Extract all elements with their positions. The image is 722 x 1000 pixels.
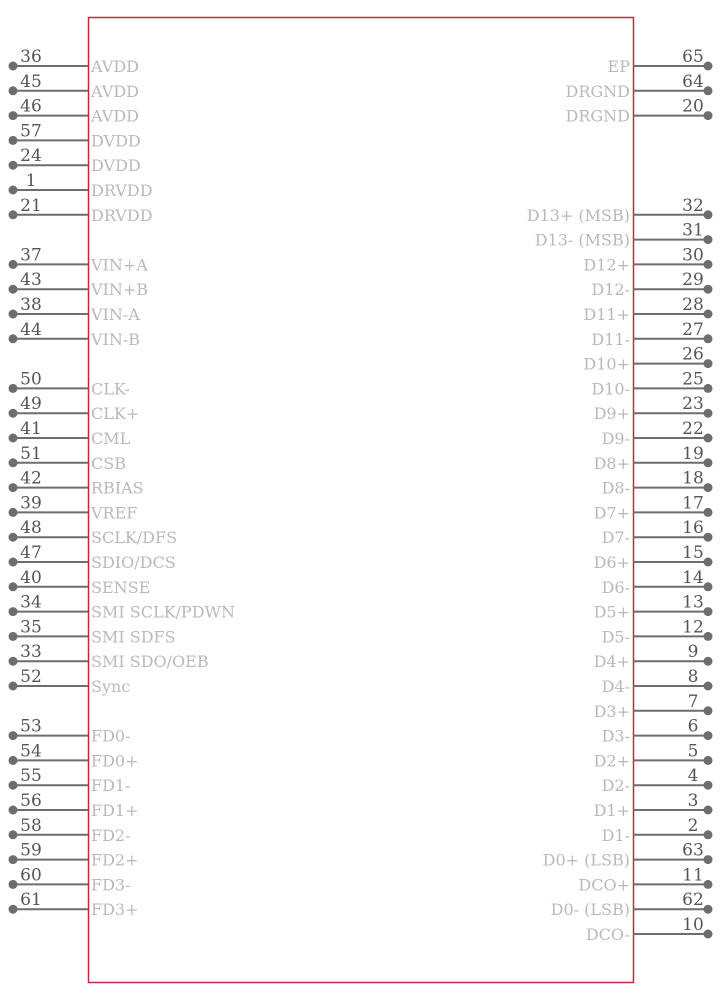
pin-name-label: D9+ xyxy=(593,404,630,424)
pin-name-label: DVDD xyxy=(91,131,141,151)
pin-end-dot xyxy=(704,260,713,269)
pin-number: 41 xyxy=(20,419,42,439)
pin-number: 53 xyxy=(20,716,42,737)
pin-number: 36 xyxy=(20,47,42,67)
pin-number: 51 xyxy=(20,443,42,464)
pin-name-label: DRGND xyxy=(565,81,630,101)
pin-end-dot xyxy=(9,186,18,195)
pin-number: 44 xyxy=(20,319,42,340)
pin-end-dot xyxy=(704,458,713,467)
pin-name-label: D6+ xyxy=(593,553,630,572)
pin-name-label: D6- xyxy=(601,577,630,597)
pin-name-label: D10+ xyxy=(583,354,630,374)
pin-end-dot xyxy=(704,62,713,71)
pin-name-label: AVDD xyxy=(91,57,139,76)
pin-name-label: D4- xyxy=(601,677,630,696)
pin-end-dot xyxy=(704,806,713,815)
pin-end-dot xyxy=(9,558,18,567)
pin-end-dot xyxy=(9,533,18,542)
pin-number: 1 xyxy=(25,171,37,191)
pin-number: 25 xyxy=(682,369,704,390)
pin-end-dot xyxy=(9,508,18,517)
pin-number: 28 xyxy=(682,295,704,315)
pin-end-dot xyxy=(704,855,713,864)
pin-number: 63 xyxy=(682,840,704,861)
pin-number: 50 xyxy=(20,369,42,390)
pin-end-dot xyxy=(9,86,18,95)
pin-end-dot xyxy=(9,310,18,319)
pin-number: 19 xyxy=(682,443,704,464)
right-pin-10 xyxy=(586,915,713,944)
left-pin-group xyxy=(9,47,235,919)
pin-name-label: VIN+A xyxy=(91,255,148,275)
pin-end-dot xyxy=(704,905,713,914)
pin-number: 40 xyxy=(20,567,42,588)
pin-end-dot xyxy=(9,905,18,914)
pin-name-label: DRGND xyxy=(565,106,630,126)
pin-number: 39 xyxy=(20,493,42,514)
pin-number: 64 xyxy=(682,71,704,92)
pin-name-label: D8- xyxy=(601,478,630,498)
pin-name-label: DRVDD xyxy=(91,205,153,225)
pin-name-label: D4+ xyxy=(593,652,630,672)
pin-end-dot xyxy=(9,781,18,790)
left-pin-21 xyxy=(9,196,153,225)
pin-number: 32 xyxy=(682,195,704,216)
pin-end-dot xyxy=(704,657,713,666)
pin-name-label: FD1- xyxy=(91,776,131,796)
pin-name-label: EP xyxy=(607,57,630,76)
pin-end-dot xyxy=(9,682,18,691)
pin-number: 26 xyxy=(682,344,704,365)
pin-number: 22 xyxy=(682,419,704,439)
pin-number: 30 xyxy=(682,245,704,266)
pin-name-label: VIN+B xyxy=(91,280,149,300)
pin-end-dot xyxy=(704,607,713,616)
pin-number: 45 xyxy=(20,71,42,92)
pin-number: 31 xyxy=(682,220,704,241)
pin-end-dot xyxy=(9,210,18,219)
pin-number: 3 xyxy=(687,791,699,811)
pin-number: 52 xyxy=(20,667,42,687)
pin-number: 33 xyxy=(20,642,42,663)
pin-name-label: VIN-A xyxy=(91,305,140,324)
pin-name-label: FD3+ xyxy=(91,900,139,920)
pin-end-dot xyxy=(704,210,713,219)
pin-end-dot xyxy=(9,458,18,467)
right-pin-20 xyxy=(566,97,713,126)
pin-end-dot xyxy=(9,830,18,839)
pin-number: 13 xyxy=(682,592,704,613)
pin-number: 47 xyxy=(20,543,42,563)
pin-end-dot xyxy=(9,285,18,294)
pin-number: 10 xyxy=(682,915,704,935)
pin-end-dot xyxy=(9,62,18,71)
pin-name-label: SENSE xyxy=(91,577,151,597)
pin-name-label: FD0- xyxy=(91,726,131,746)
pin-name-label: SCLK/DFS xyxy=(91,528,178,548)
pin-end-dot xyxy=(9,483,18,492)
pin-number: 21 xyxy=(20,195,42,216)
pin-end-dot xyxy=(704,880,713,889)
pin-number: 11 xyxy=(682,865,704,886)
pin-number: 6 xyxy=(687,716,699,737)
pin-name-label: D5- xyxy=(601,627,630,647)
pin-number: 9 xyxy=(687,642,699,663)
pin-end-dot xyxy=(9,161,18,170)
pin-number: 43 xyxy=(20,270,42,291)
pin-number: 60 xyxy=(20,865,42,886)
pin-name-label: D3- xyxy=(601,726,630,746)
pin-end-dot xyxy=(9,880,18,889)
pin-name-label: D2- xyxy=(601,776,630,796)
pin-end-dot xyxy=(704,682,713,691)
pin-name-label: D11+ xyxy=(583,305,630,324)
pin-name-label: FD1+ xyxy=(91,801,139,820)
pin-number: 61 xyxy=(20,890,42,911)
pin-name-label: VREF xyxy=(91,503,138,523)
pin-number: 42 xyxy=(20,468,42,489)
pin-name-label: Sync xyxy=(91,677,131,696)
component-body xyxy=(89,18,634,983)
pin-number: 35 xyxy=(20,617,42,638)
pin-name-label: CML xyxy=(91,429,131,448)
pin-end-dot xyxy=(704,731,713,740)
pin-number: 27 xyxy=(682,319,704,340)
pin-number: 8 xyxy=(687,667,699,687)
pin-name-label: SMI SCLK/PDWN xyxy=(91,602,235,622)
pin-number: 65 xyxy=(682,47,704,67)
pin-name-label: FD2+ xyxy=(91,850,139,870)
pin-number: 34 xyxy=(20,592,42,613)
pin-name-label: D1- xyxy=(601,825,630,845)
pin-end-dot xyxy=(704,483,713,492)
pin-name-label: D7+ xyxy=(593,503,630,523)
pin-number: 37 xyxy=(20,245,42,266)
pin-end-dot xyxy=(704,235,713,244)
pin-end-dot xyxy=(704,111,713,120)
pin-name-label: DRVDD xyxy=(91,181,153,200)
pin-name-label: AVDD xyxy=(91,81,139,101)
pin-number: 7 xyxy=(687,691,699,712)
pin-number: 16 xyxy=(682,518,704,539)
pin-end-dot xyxy=(704,558,713,567)
pin-end-dot xyxy=(704,310,713,319)
pin-name-label: D11- xyxy=(591,329,630,349)
pin-name-label: RBIAS xyxy=(91,478,144,498)
pin-end-dot xyxy=(9,582,18,591)
pin-end-dot xyxy=(9,409,18,418)
pin-end-dot xyxy=(704,582,713,591)
pin-number: 17 xyxy=(682,493,704,514)
pin-name-label: DCO- xyxy=(585,925,630,944)
pin-end-dot xyxy=(704,334,713,343)
pin-name-label: D12+ xyxy=(583,255,630,275)
pin-end-dot xyxy=(704,930,713,939)
pin-name-label: DCO+ xyxy=(578,875,630,895)
pin-end-dot xyxy=(9,334,18,343)
pin-number: 5 xyxy=(687,741,699,762)
pin-name-label: CSB xyxy=(91,453,126,473)
pin-end-dot xyxy=(704,285,713,294)
pin-name-label: CLK+ xyxy=(91,404,140,424)
pin-number: 48 xyxy=(20,518,42,539)
pin-number: 55 xyxy=(20,766,42,787)
pin-end-dot xyxy=(9,806,18,815)
pin-name-label: D0+ (LSB) xyxy=(542,850,630,870)
pin-name-label: D5+ xyxy=(593,602,630,622)
pin-end-dot xyxy=(9,260,18,269)
pin-end-dot xyxy=(704,781,713,790)
pin-name-label: FD3- xyxy=(91,875,131,895)
left-pin-44 xyxy=(9,320,141,349)
pin-name-label: SDIO/DCS xyxy=(91,553,176,572)
pin-end-dot xyxy=(9,731,18,740)
pin-name-label: D10- xyxy=(591,379,630,399)
pin-number: 57 xyxy=(20,121,42,142)
pin-end-dot xyxy=(704,86,713,95)
pin-end-dot xyxy=(9,136,18,145)
pin-number: 14 xyxy=(682,567,704,588)
pin-end-dot xyxy=(704,508,713,517)
pin-name-label: D3+ xyxy=(593,701,630,721)
pin-end-dot xyxy=(9,855,18,864)
pin-name-label: DVDD xyxy=(91,156,141,176)
pin-number: 24 xyxy=(20,146,42,167)
pin-name-label: FD2- xyxy=(91,825,131,845)
pin-end-dot xyxy=(704,756,713,765)
pin-end-dot xyxy=(704,706,713,715)
pin-number: 2 xyxy=(687,815,699,836)
pin-name-label: D12- xyxy=(591,280,630,300)
pin-name-label: AVDD xyxy=(91,106,139,126)
pin-name-label: SMI SDFS xyxy=(91,627,176,647)
pin-number: 54 xyxy=(20,741,42,762)
left-pin-52 xyxy=(9,667,131,696)
pin-end-dot xyxy=(704,830,713,839)
pin-number: 29 xyxy=(682,270,704,291)
pin-number: 12 xyxy=(682,617,704,638)
pin-name-label: FD0+ xyxy=(91,751,139,771)
pin-number: 62 xyxy=(682,890,704,911)
pin-end-dot xyxy=(9,632,18,641)
pin-end-dot xyxy=(9,607,18,616)
pin-end-dot xyxy=(9,384,18,393)
left-pin-61 xyxy=(9,890,139,919)
pin-end-dot xyxy=(9,756,18,765)
pin-number: 59 xyxy=(20,840,42,861)
pin-end-dot xyxy=(9,111,18,120)
pin-end-dot xyxy=(704,359,713,368)
pin-name-label: D2+ xyxy=(593,751,630,771)
pin-number: 15 xyxy=(682,543,704,563)
pin-end-dot xyxy=(704,533,713,542)
pin-end-dot xyxy=(9,657,18,666)
pin-end-dot xyxy=(704,632,713,641)
pin-name-label: CLK- xyxy=(91,379,131,399)
pin-end-dot xyxy=(704,409,713,418)
pin-name-label: D1+ xyxy=(593,801,630,820)
pin-number: 20 xyxy=(682,96,704,117)
pin-end-dot xyxy=(704,384,713,393)
pin-name-label: D9- xyxy=(601,429,630,448)
pin-name-label: VIN-B xyxy=(91,329,141,349)
pin-name-label: D8+ xyxy=(593,453,630,473)
pin-name-label: D0- (LSB) xyxy=(550,900,630,920)
pin-name-label: D7- xyxy=(601,528,630,548)
pin-number: 46 xyxy=(20,96,42,117)
left-pin-34 xyxy=(9,593,235,622)
pin-end-dot xyxy=(9,434,18,443)
right-pin-group xyxy=(527,47,713,944)
pin-name-label: D13+ (MSB) xyxy=(526,205,630,225)
pin-number: 18 xyxy=(682,468,704,489)
pin-end-dot xyxy=(704,434,713,443)
pin-number: 58 xyxy=(20,815,42,836)
pin-number: 4 xyxy=(687,766,699,787)
pin-number: 56 xyxy=(20,791,42,811)
pin-number: 38 xyxy=(20,295,42,315)
pin-number: 23 xyxy=(682,394,704,415)
pin-number: 49 xyxy=(20,394,42,415)
pin-name-label: D13- (MSB) xyxy=(534,230,630,250)
pin-name-label: SMI SDO/OEB xyxy=(91,652,209,672)
